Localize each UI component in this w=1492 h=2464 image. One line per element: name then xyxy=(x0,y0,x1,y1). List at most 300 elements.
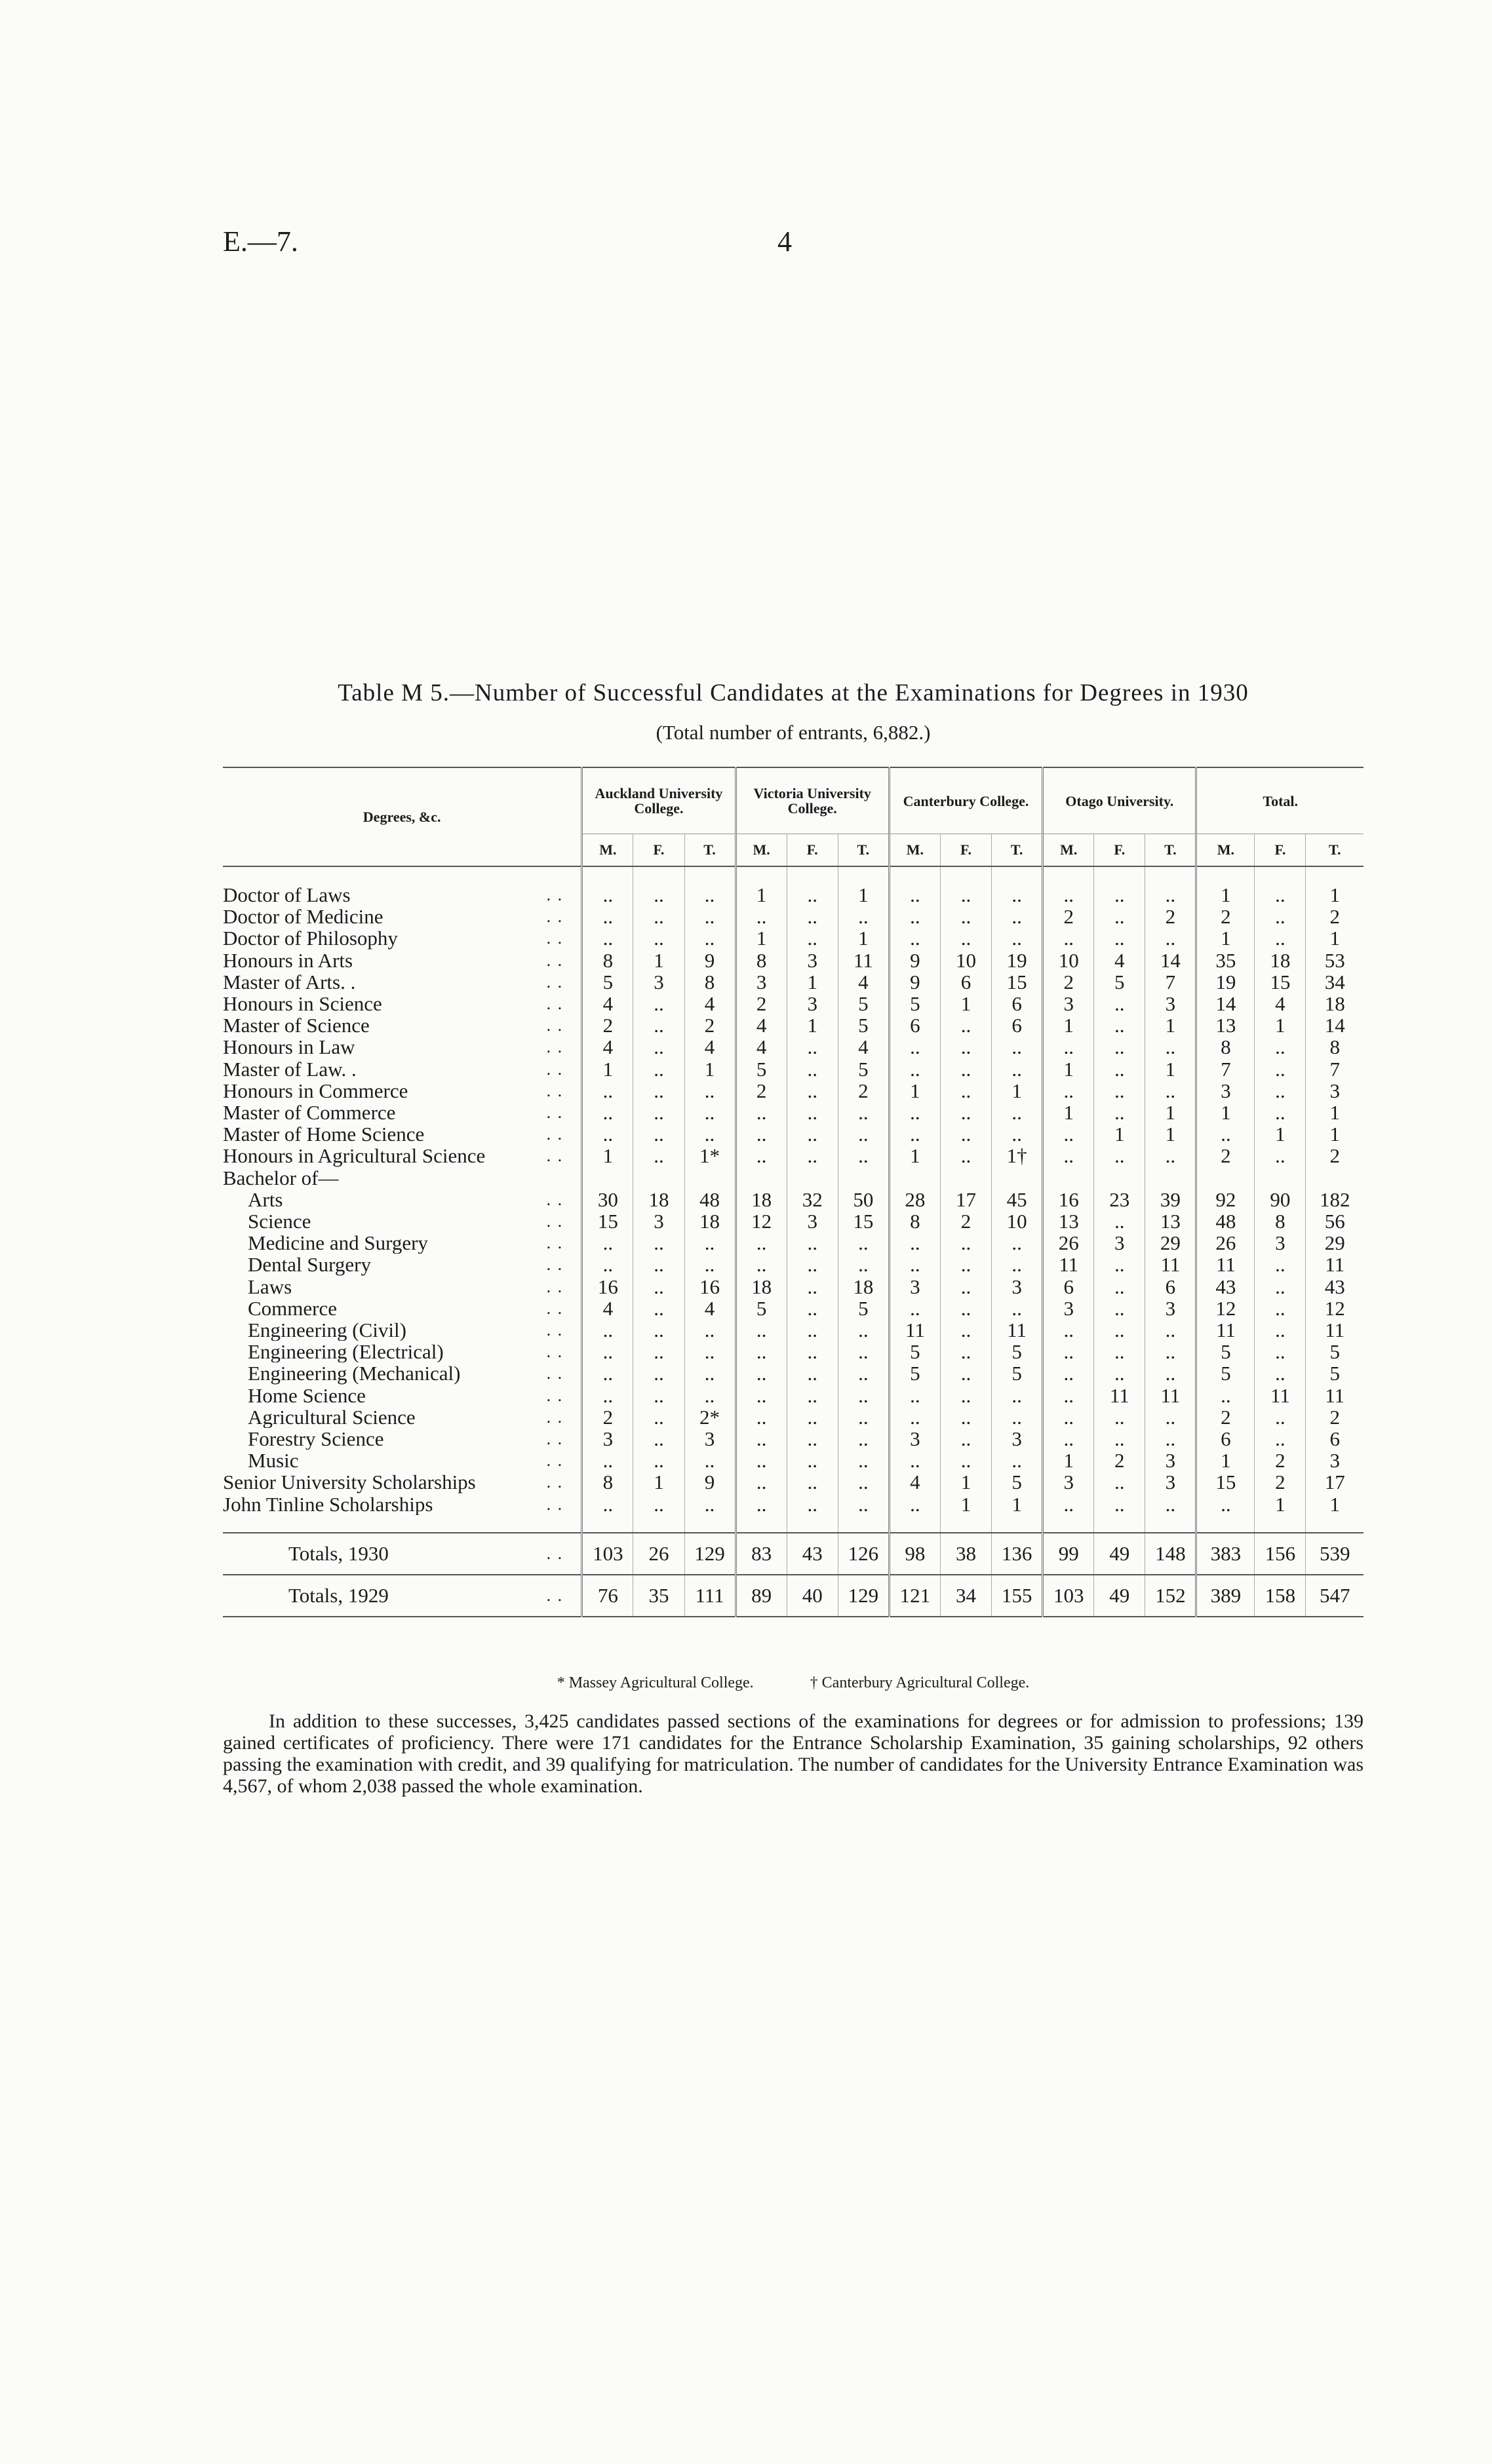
cell: .. xyxy=(1145,927,1196,949)
cell: .. xyxy=(838,1493,889,1515)
cell: .. xyxy=(1094,1210,1145,1232)
cell: .. xyxy=(582,1450,633,1471)
cell: 1† xyxy=(992,1145,1043,1166)
cell: .. xyxy=(992,1298,1043,1319)
cell: .. xyxy=(940,1428,991,1450)
cell: 129 xyxy=(838,1575,889,1617)
row-label xyxy=(223,1014,547,1036)
cell: 11 xyxy=(1196,1254,1255,1275)
cell: 6 xyxy=(1196,1428,1255,1450)
row-label-text: Engineering (Mechanical) xyxy=(248,1362,461,1385)
table-row xyxy=(223,1362,1364,1384)
cell: .. xyxy=(889,1406,940,1428)
cell: 1 xyxy=(1306,1123,1364,1145)
cell: .. xyxy=(838,1254,889,1275)
subheader-f: F. xyxy=(940,834,991,867)
cell: 11 xyxy=(1094,1385,1145,1406)
cell: .. xyxy=(633,1014,684,1036)
cell: 1 xyxy=(1255,1123,1306,1145)
cell: 56 xyxy=(1306,1210,1364,1232)
cell: .. xyxy=(889,1298,940,1319)
row-label-text: Honours in Commerce xyxy=(223,1079,408,1102)
cell: 40 xyxy=(787,1575,838,1617)
cell: 5 xyxy=(889,1362,940,1384)
row-label-text: Engineering (Civil) xyxy=(248,1319,406,1341)
cell: 2 xyxy=(1255,1471,1306,1493)
cell: 10 xyxy=(992,1210,1043,1232)
cell: .. xyxy=(889,1232,940,1254)
cell: 1 xyxy=(889,1145,940,1166)
leader-dots: . . xyxy=(546,972,564,991)
cell: .. xyxy=(1094,1102,1145,1123)
cell: 2 xyxy=(1306,1145,1364,1166)
row-label-text: Master of Home Science xyxy=(223,1123,425,1145)
cell: 136 xyxy=(992,1533,1043,1575)
cell: 3 xyxy=(1306,1080,1364,1102)
cell: 148 xyxy=(1145,1533,1196,1575)
row-label xyxy=(223,1575,547,1617)
cell: 13 xyxy=(1145,1210,1196,1232)
cell: 5 xyxy=(736,1058,787,1080)
cell: 16 xyxy=(582,1276,633,1298)
row-label-text: Master of Science xyxy=(223,1014,370,1037)
cell: 158 xyxy=(1255,1575,1306,1617)
cell: .. xyxy=(1145,1080,1196,1102)
cell: .. xyxy=(1255,1036,1306,1058)
cell: 3 xyxy=(1145,1450,1196,1471)
cell: .. xyxy=(838,1102,889,1123)
row-label xyxy=(223,1362,547,1384)
cell: .. xyxy=(633,1102,684,1123)
cell: .. xyxy=(787,1145,838,1166)
leader-dots: . . xyxy=(546,1146,564,1166)
cell: .. xyxy=(582,1385,633,1406)
cell: .. xyxy=(838,1406,889,1428)
cell: .. xyxy=(684,906,736,927)
cell: .. xyxy=(838,1341,889,1362)
cell: 1 xyxy=(1196,1102,1255,1123)
totals-row xyxy=(223,1575,1364,1617)
cell: 2 xyxy=(1043,971,1094,993)
row-label-text: Honours in Agricultural Science xyxy=(223,1145,486,1167)
leader-dots: . . xyxy=(546,1385,564,1405)
cell: 1 xyxy=(1196,927,1255,949)
cell: .. xyxy=(582,1254,633,1275)
cell: 11 xyxy=(1196,1319,1255,1341)
cell: 4 xyxy=(736,1036,787,1058)
cell: 12 xyxy=(1196,1298,1255,1319)
totals-row xyxy=(223,1533,1364,1575)
subheader-m: M. xyxy=(582,834,633,867)
cell: .. xyxy=(992,1254,1043,1275)
cell: .. xyxy=(633,1428,684,1450)
cell: .. xyxy=(633,1450,684,1471)
table-row xyxy=(223,906,1364,927)
cell: 34 xyxy=(940,1575,991,1617)
row-label-text: Arts xyxy=(248,1188,283,1211)
group-header-auckland: Auckland University College. xyxy=(582,767,736,834)
table-row xyxy=(223,950,1364,971)
cell: .. xyxy=(582,1102,633,1123)
cell: 11 xyxy=(1306,1319,1364,1341)
leader-dots: . . xyxy=(546,1451,564,1471)
cell: .. xyxy=(1094,1493,1145,1515)
cell: .. xyxy=(889,1450,940,1471)
cell: 1 xyxy=(1306,884,1364,906)
cell: 17 xyxy=(940,1189,991,1210)
cell: .. xyxy=(736,906,787,927)
row-label xyxy=(223,1493,547,1515)
cell: .. xyxy=(787,1036,838,1058)
table-row xyxy=(223,1319,1364,1341)
leader-dots: . . xyxy=(546,1037,564,1057)
cell: 3 xyxy=(1094,1232,1145,1254)
cell: 129 xyxy=(684,1533,736,1575)
cell: 29 xyxy=(1306,1232,1364,1254)
cell: .. xyxy=(736,1341,787,1362)
cell: 5 xyxy=(889,1341,940,1362)
row-label xyxy=(223,927,547,949)
cell: .. xyxy=(1145,1428,1196,1450)
group-header-otago: Otago University. xyxy=(1043,767,1196,834)
cell: .. xyxy=(1255,1406,1306,1428)
cell: 11 xyxy=(1306,1385,1364,1406)
cell: 5 xyxy=(992,1341,1043,1362)
cell: 2 xyxy=(838,1080,889,1102)
leader-dots: . . xyxy=(546,950,564,970)
cell: 26 xyxy=(1043,1232,1094,1254)
footnote-massey: * Massey Agricultural College. xyxy=(557,1674,754,1691)
leader-dots: . . xyxy=(546,1429,564,1449)
cell: 3 xyxy=(889,1428,940,1450)
cell: .. xyxy=(1145,884,1196,906)
leader-dots: . . xyxy=(546,1212,564,1231)
table-row xyxy=(223,1102,1364,1123)
cell: 4 xyxy=(736,1014,787,1036)
cell: 8 xyxy=(582,1471,633,1493)
cell: 182 xyxy=(1306,1189,1364,1210)
cell: .. xyxy=(1255,1319,1306,1341)
cell: .. xyxy=(992,1385,1043,1406)
cell: .. xyxy=(889,884,940,906)
cell: 5 xyxy=(838,1298,889,1319)
cell: .. xyxy=(1145,1362,1196,1384)
cell: .. xyxy=(1145,1145,1196,1166)
cell: .. xyxy=(1196,1385,1255,1406)
cell: .. xyxy=(736,1102,787,1123)
row-label-text: Science xyxy=(248,1210,311,1233)
subheader-m: M. xyxy=(1043,834,1094,867)
cell: .. xyxy=(1145,1036,1196,1058)
row-label xyxy=(223,1232,547,1254)
cell: .. xyxy=(787,1254,838,1275)
cell: 5 xyxy=(582,971,633,993)
row-label-text: Master of Law. . xyxy=(223,1058,357,1080)
cell: .. xyxy=(736,1123,787,1145)
cell: .. xyxy=(1255,1341,1306,1362)
cell: 5 xyxy=(838,1014,889,1036)
cell: 152 xyxy=(1145,1575,1196,1617)
cell: .. xyxy=(736,1428,787,1450)
table-row xyxy=(223,1471,1364,1493)
cell: 45 xyxy=(992,1189,1043,1210)
cell: .. xyxy=(940,1232,991,1254)
leader-dots: . . xyxy=(546,1298,564,1318)
cell: 1 xyxy=(684,1058,736,1080)
cell: 1 xyxy=(1145,1102,1196,1123)
cell: 1 xyxy=(838,927,889,949)
cell: 32 xyxy=(787,1189,838,1210)
cell: 2* xyxy=(684,1406,736,1428)
row-label-text: Dental Surgery xyxy=(248,1254,371,1276)
cell: 35 xyxy=(1196,950,1255,971)
cell: 1 xyxy=(940,1471,991,1493)
cell: .. xyxy=(1094,1362,1145,1384)
cell: .. xyxy=(1094,1014,1145,1036)
cell: 1 xyxy=(1043,1058,1094,1080)
row-label xyxy=(223,1533,547,1575)
table-row xyxy=(223,993,1364,1014)
cell: .. xyxy=(889,906,940,927)
cell: 83 xyxy=(736,1533,787,1575)
cell xyxy=(633,1167,684,1189)
cell: .. xyxy=(582,1319,633,1341)
cell: 4 xyxy=(684,1036,736,1058)
cell: 3 xyxy=(582,1428,633,1450)
cell: .. xyxy=(787,1385,838,1406)
cell: 8 xyxy=(582,950,633,971)
row-label xyxy=(223,1385,547,1406)
cell: .. xyxy=(1043,1123,1094,1145)
cell: .. xyxy=(940,1102,991,1123)
leader-dots: . . xyxy=(546,1320,564,1340)
cell: .. xyxy=(838,1319,889,1341)
cell: 4 xyxy=(889,1471,940,1493)
cell: 76 xyxy=(582,1575,633,1617)
cell: 2 xyxy=(1306,906,1364,927)
cell: .. xyxy=(940,1145,991,1166)
cell: 3 xyxy=(992,1428,1043,1450)
cell: .. xyxy=(1094,1298,1145,1319)
cell: .. xyxy=(736,1145,787,1166)
cell: 2 xyxy=(1306,1406,1364,1428)
leader-dots: . . xyxy=(546,1494,564,1514)
cell: 7 xyxy=(1306,1058,1364,1080)
cell: 4 xyxy=(838,1036,889,1058)
row-label-text: Music xyxy=(248,1450,299,1472)
table-row xyxy=(223,971,1364,993)
row-label xyxy=(223,1254,547,1275)
cell: .. xyxy=(684,1385,736,1406)
cell: .. xyxy=(684,1450,736,1471)
cell: .. xyxy=(787,1471,838,1493)
table-row xyxy=(223,1276,1364,1298)
cell: 3 xyxy=(736,971,787,993)
cell: 50 xyxy=(838,1189,889,1210)
cell: .. xyxy=(684,1493,736,1515)
cell: .. xyxy=(1043,1036,1094,1058)
cell: .. xyxy=(736,1319,787,1341)
cell xyxy=(1145,1167,1196,1189)
row-label xyxy=(223,1471,547,1493)
leader-dots: . . xyxy=(546,1342,564,1362)
cell: .. xyxy=(1043,927,1094,949)
cell: .. xyxy=(684,1254,736,1275)
cell: 8 xyxy=(1255,1210,1306,1232)
row-label-text: Agricultural Science xyxy=(248,1406,416,1429)
cell: .. xyxy=(1094,1406,1145,1428)
cell: 11 xyxy=(1306,1254,1364,1275)
leader-dots: . . xyxy=(546,1059,564,1079)
cell: 1 xyxy=(736,927,787,949)
cell: 3 xyxy=(684,1428,736,1450)
row-label xyxy=(223,950,547,971)
cell: .. xyxy=(838,1450,889,1471)
cell: .. xyxy=(633,1493,684,1515)
cell: 11 xyxy=(1145,1254,1196,1275)
cell: 6 xyxy=(992,1014,1043,1036)
results-table xyxy=(223,767,1364,1617)
cell: .. xyxy=(736,1493,787,1515)
cell: 383 xyxy=(1196,1533,1255,1575)
results-table-container xyxy=(223,767,1364,1617)
subheader-m: M. xyxy=(1196,834,1255,867)
cell xyxy=(736,1167,787,1189)
cell: 8 xyxy=(1306,1036,1364,1058)
cell: .. xyxy=(1094,1341,1145,1362)
cell: .. xyxy=(992,1058,1043,1080)
cell: 16 xyxy=(1043,1189,1094,1210)
cell: .. xyxy=(787,1341,838,1362)
cell: .. xyxy=(582,1362,633,1384)
row-label-text: Bachelor of— xyxy=(223,1166,339,1189)
cell: .. xyxy=(1145,1406,1196,1428)
cell: .. xyxy=(736,1450,787,1471)
row-label xyxy=(223,993,547,1014)
cell: .. xyxy=(889,1493,940,1515)
cell: .. xyxy=(582,1341,633,1362)
cell: .. xyxy=(1094,927,1145,949)
cell: 89 xyxy=(736,1575,787,1617)
footnotes xyxy=(223,1674,1364,1692)
cell: 6 xyxy=(1306,1428,1364,1450)
cell: 1 xyxy=(633,1471,684,1493)
table-row xyxy=(223,1080,1364,1102)
table-row xyxy=(223,1254,1364,1275)
table-row xyxy=(223,1189,1364,1210)
cell: 2 xyxy=(1094,1450,1145,1471)
cell: .. xyxy=(992,927,1043,949)
cell: .. xyxy=(838,1145,889,1166)
table-row xyxy=(223,1058,1364,1080)
cell: 12 xyxy=(1306,1298,1364,1319)
cell: .. xyxy=(838,1471,889,1493)
cell: 539 xyxy=(1306,1533,1364,1575)
cell: 48 xyxy=(684,1189,736,1210)
cell: 2 xyxy=(582,1014,633,1036)
cell: 10 xyxy=(940,950,991,971)
cell: .. xyxy=(940,1450,991,1471)
cell: 1 xyxy=(838,884,889,906)
cell: 3 xyxy=(1043,993,1094,1014)
cell: 6 xyxy=(1043,1276,1094,1298)
cell: .. xyxy=(736,1406,787,1428)
cell: 7 xyxy=(1196,1058,1255,1080)
cell: 14 xyxy=(1306,1014,1364,1036)
leader-dots: . . xyxy=(546,1016,564,1035)
cell: .. xyxy=(633,1276,684,1298)
cell: 9 xyxy=(889,950,940,971)
cell: .. xyxy=(940,1276,991,1298)
cell: 8 xyxy=(889,1210,940,1232)
cell: .. xyxy=(633,906,684,927)
cell: .. xyxy=(684,1232,736,1254)
cell: 1 xyxy=(1094,1123,1145,1145)
cell: 1 xyxy=(1196,1450,1255,1471)
cell: 1 xyxy=(940,993,991,1014)
cell: .. xyxy=(787,1058,838,1080)
cell: .. xyxy=(582,1123,633,1145)
cell: .. xyxy=(633,927,684,949)
row-label-text: Honours in Arts xyxy=(223,949,353,971)
cell: .. xyxy=(940,1362,991,1384)
cell xyxy=(582,1167,633,1189)
cell: 6 xyxy=(889,1014,940,1036)
cell: 19 xyxy=(992,950,1043,971)
cell: 1 xyxy=(582,1058,633,1080)
table-body xyxy=(223,866,1364,1617)
cell: 11 xyxy=(889,1319,940,1341)
row-label xyxy=(223,1298,547,1319)
table-row xyxy=(223,1428,1364,1450)
cell: .. xyxy=(633,1341,684,1362)
cell: .. xyxy=(1094,1428,1145,1450)
cell: 103 xyxy=(1043,1575,1094,1617)
cell: 1 xyxy=(582,1145,633,1166)
cell: 547 xyxy=(1306,1575,1364,1617)
leader-dots: . . xyxy=(546,1364,564,1383)
cell: 1 xyxy=(1306,927,1364,949)
row-label-text: Forestry Science xyxy=(248,1428,384,1450)
cell: 5 xyxy=(736,1298,787,1319)
row-label xyxy=(223,1428,547,1450)
cell: 18 xyxy=(736,1276,787,1298)
cell: .. xyxy=(633,884,684,906)
cell: 3 xyxy=(889,1276,940,1298)
cell: .. xyxy=(1094,884,1145,906)
table-row xyxy=(223,1406,1364,1428)
cell: 7 xyxy=(1145,971,1196,993)
cell: 155 xyxy=(992,1575,1043,1617)
cell: 1 xyxy=(1196,884,1255,906)
cell: 18 xyxy=(633,1189,684,1210)
cell: .. xyxy=(582,906,633,927)
row-label-text: Commerce xyxy=(248,1297,338,1320)
cell: 14 xyxy=(1196,993,1255,1014)
table-row xyxy=(223,1232,1364,1254)
cell: .. xyxy=(633,1036,684,1058)
cell: 15 xyxy=(582,1210,633,1232)
cell: .. xyxy=(787,1362,838,1384)
cell: .. xyxy=(1043,1362,1094,1384)
cell: .. xyxy=(940,1014,991,1036)
cell: 8 xyxy=(736,950,787,971)
cell: .. xyxy=(1043,1145,1094,1166)
cell: 5 xyxy=(1196,1362,1255,1384)
cell: 1 xyxy=(736,884,787,906)
cell: .. xyxy=(787,1102,838,1123)
cell: .. xyxy=(1094,993,1145,1014)
